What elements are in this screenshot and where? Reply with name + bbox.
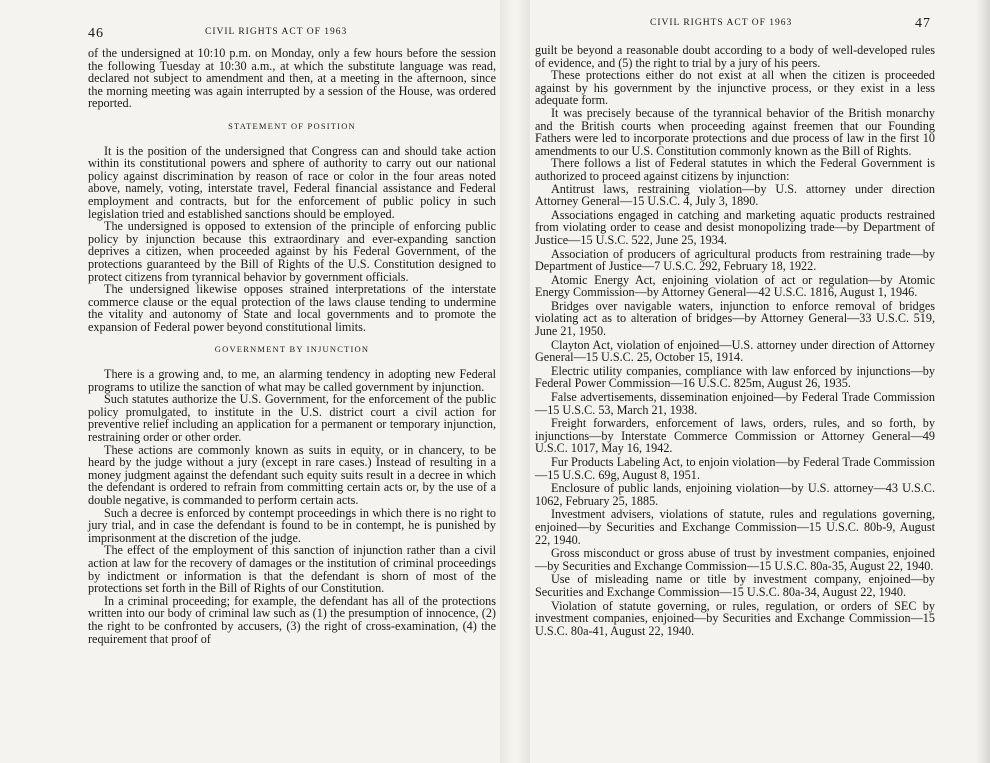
opening-paragraph: of the undersigned at 10:10 p.m. on Monday, only a few hours before the session the following Tuesday at 10:30 a.m., at which the substitute language was read, declared not subject to amendment and then, at a meeting in the afternoon, since the morning meeting was again interrupted by a session of the House, was ordered reported. [88, 46, 496, 111]
right-running-header [530, 0, 990, 36]
statute-item: Investment advisers, violations of statute, rules and regulations governing, enjoined—by Securities and Exchange Commission—15 U.S.C. 80b-9, August 22, 1940. [535, 507, 935, 547]
statute-list [535, 183, 935, 638]
statute-item: Clayton Act, violation of enjoined—U.S. attorney under direction of Attorney General—15 U.S.C. 25, October 15, 1914. [535, 337, 935, 365]
statute-item: Atomic Energy Act, enjoining violation of act or regulation—by Atomic Energy Commission—by Attorney General—42 U.S.C. 1816, August 1, 1946. [535, 272, 935, 300]
paragraph: The effect of the employment of this sanction of injunction rather than a civil action at law for the recovery of damages or the institution of criminal proceedings by indictment or information is that the defendant is shorn of most of the protections set forth in the Bill of Rights of our Constitution. [88, 543, 496, 596]
left-running-header [0, 0, 500, 41]
statute-item: Enclosure of public lands, enjoining violation—by U.S. attorney—43 U.S.C. 1062, February 25, 1885. [535, 481, 935, 508]
continuation-paragraph: guilt be beyond a reasonable doubt according to a body of well-developed rules of evidence, and (5) the right to trial by a jury of his peers. [535, 43, 935, 70]
statute-item: Use of misleading name or title by investment company, enjoined—by Securities and Exchange Commission—15 U.S.C. 80a-34, August 22, 1940. [535, 572, 935, 599]
page-edge-shadow [976, 0, 990, 763]
paragraph: In a criminal proceeding; for example, the defendant has all of the protections written into our body of criminal law such as (1) the presumption of innocence, (2) the right to be confronted by accusers, (3) the right of cross-examination, (4) the requirement that proof of [88, 593, 496, 646]
left-page-body [88, 47, 496, 645]
statute-item: Associations engaged in catching and marketing aquatic products restrained from violating order to cease and desist monopolizing trade—by Department of Justice—15 U.S.C. 522, June 25, 1934. [535, 207, 935, 247]
paragraph: The undersigned likewise opposes strained interpretations of the interstate commerce clause or the equal protection of the laws clause tending to undermine the vitality and autonomy of State and local governments and to promote the expansion of Federal power beyond constitutional limits. [88, 282, 496, 334]
statute-item: Antitrust laws, restraining violation—by U.S. attorney under direction Attorney General—15 U.S.C. 4, July 3, 1890. [535, 181, 935, 209]
left-page-number: 46 [88, 26, 104, 41]
statute-item: False advertisements, dissemination enjoined—by Federal Trade Commission—15 U.S.C. 53, March 21, 1938. [535, 390, 935, 417]
statute-item: Gross misconduct or gross abuse of trust by investment companies, enjoined—by Securities and Exchange Commission—15 U.S.C. 80a-35, August 22, 1940. [535, 546, 935, 573]
right-page-number: 47 [915, 16, 931, 31]
right-page-body [535, 44, 935, 638]
paragraph: Such a decree is enforced by contempt proceedings in which there is no right to jury trial, and in case the defendant is found to be in contempt, he is punished by imprisonment at the discretion of the judge. [88, 505, 496, 545]
government-by-injunction-heading: GOVERNMENT BY INJUNCTION [214, 344, 370, 355]
statute-item: Electric utility companies, compliance with law enforced by injunctions—by Federal Power Commission—16 U.S.C. 825m, August 26, 1935. [535, 363, 935, 391]
statute-item: Freight forwarders, enforcement of laws, orders, rules, and so forth, by injunctions—by Interstate Commerce Commission or Attorney General—49 U.S.C. 1017, May 16, 1942. [535, 416, 935, 456]
statute-item: Fur Products Labeling Act, to enjoin violation—by Federal Trade Commission—15 U.S.C. 69g, August 8, 1951. [535, 455, 935, 482]
statement-of-position-heading: STATEMENT OF POSITION [228, 120, 356, 131]
statute-item: Association of producers of agricultural products from restraining trade—by Department of Justice—7 U.S.C. 292, February 18, 1922. [535, 246, 935, 274]
paragraph: It was precisely because of the tyrannical behavior of the British monarchy and the British courts when proceeding against freemen that our Founding Fathers were led to incorporate protections and due process of law in the first 10 amendments to our U.S. Constitution commonly known as the Bill of Rights. [535, 105, 935, 158]
paragraph: Such statutes authorize the U.S. Government, for the enforcement of the public policy promulgated, to institute in the U.S. district court a civil action for preventive relief including an application for a permanent or temporary injunction, restraining order or other order. [88, 392, 496, 445]
statute-item: Violation of statute governing, or rules, regulation, or orders of SEC by investment companies, enjoined—by Securities and Exchange Commission—15 U.S.C. 80a-41, August 22, 1940. [535, 598, 935, 638]
paragraph: These actions are commonly known as suits in equity, or in chancery, to be heard by the judge without a jury (except in rare cases.) Instead of resulting in a money judgment against the defendant such equity suits result in a decree in which the defendant is ordered to refrain from committing certain acts or, by the use of a double negative, is commanded to perform certain acts. [88, 442, 496, 507]
paragraph: The undersigned is opposed to extension of the principle of enforcing public policy by injunction because this extraordinary and ever-expanding sanction deprives a citizen, when proceeded against by his Federal Government, of the protections guaranteed by the Bill of Rights of the U.S. Constitution designed to protect citizens from tyrannical behavior by government officials. [88, 219, 496, 284]
right-page [530, 0, 990, 763]
paragraph: There follows a list of Federal statutes in which the Federal Government is authorized to proceed against citizens by injunction: [535, 156, 935, 183]
paragraph: These protections either do not exist at all when the citizen is proceeded against by his government by the injunctive process, or they exist in a less adequate form. [535, 68, 935, 108]
book-gutter [500, 0, 530, 763]
left-running-title: CIVIL RIGHTS ACT OF 1963 [205, 27, 348, 37]
paragraph: There is a growing and, to me, an alarming tendency in adopting new Federal programs to utilize the sanction of what may be called government by injunction. [88, 367, 496, 394]
paragraph: It is the position of the undersigned that Congress can and should take action within its constitutional powers and sphere of authority to carry out our national policy against discrimination by reason of race or color in the four areas noted above, namely, voting, interstate travel, Federal financial assistance and Federal employment and contracts, but for the enforcement of public policy in such legislation tried and established sanctions should be employed. [88, 143, 496, 221]
right-running-title: CIVIL RIGHTS ACT OF 1963 [650, 18, 793, 28]
statute-item: Bridges over navigable waters, injunction to enforce removal of bridges violating act as to alteration of bridges—by Attorney General—33 U.S.C. 519, June 21, 1950. [535, 298, 935, 339]
